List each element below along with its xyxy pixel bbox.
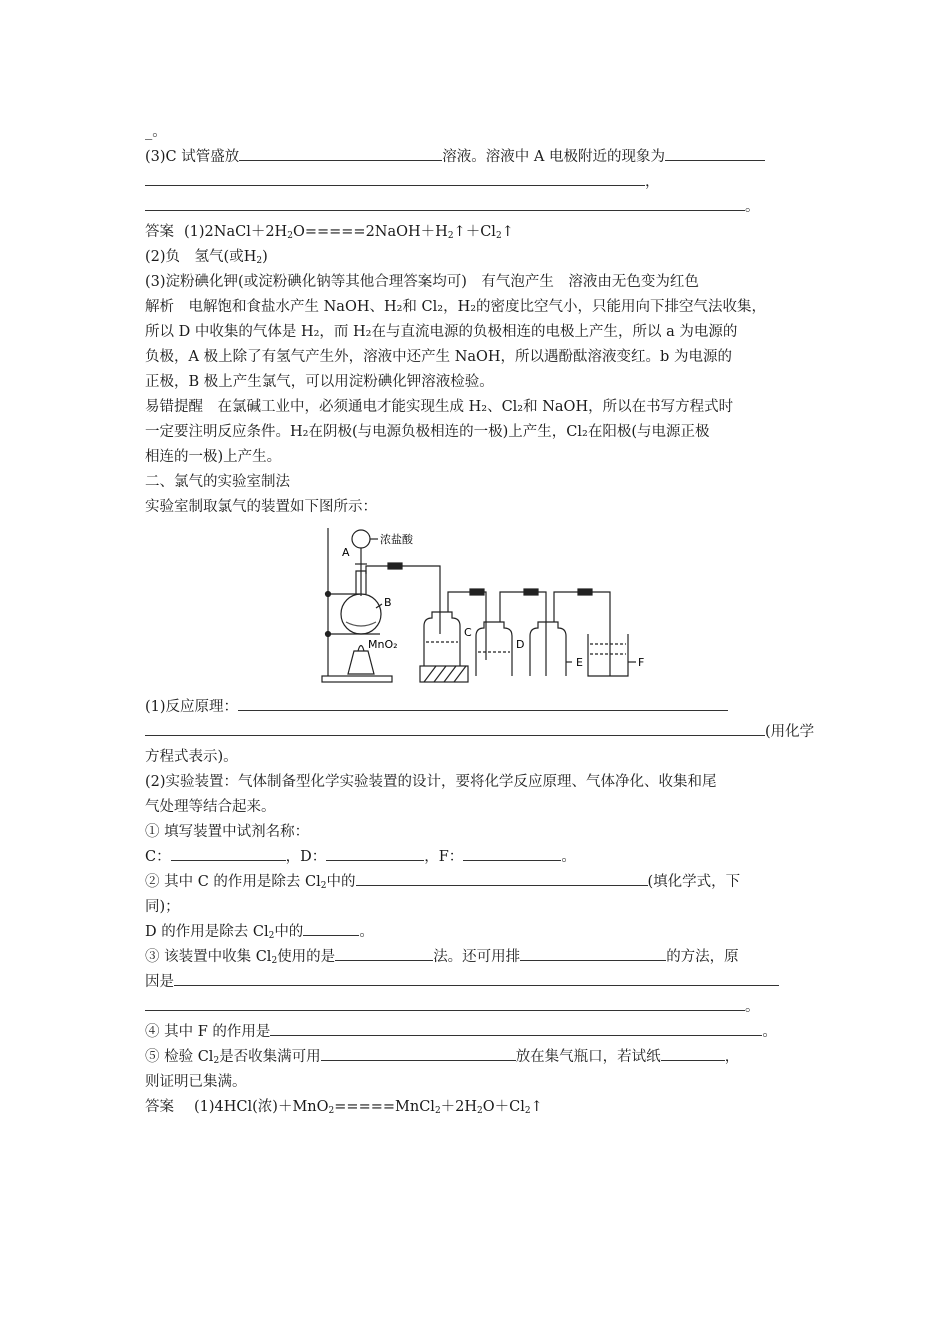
question-2-5 — [145, 1045, 825, 1070]
subscript: 2 — [477, 1106, 483, 1116]
q1-text: (用化学 — [765, 724, 815, 740]
q2-1-d: ，D： — [285, 849, 327, 865]
subscript: 2 — [447, 231, 454, 241]
q2-5-text: ⑤ 检验 Cl — [145, 1049, 214, 1065]
q2-3-text: 使用的是 — [277, 949, 336, 965]
q2-text: 气处理等结合起来。 — [145, 799, 276, 815]
answer-blank[interactable] — [321, 1045, 516, 1061]
question-2-5-line-2 — [145, 1070, 825, 1095]
equation-part: O＋Cl — [482, 1099, 525, 1115]
label-c: C — [464, 626, 472, 639]
subscript: 2 — [213, 1056, 220, 1066]
answer-blank[interactable] — [145, 170, 645, 186]
answer-1-line-2 — [145, 245, 825, 270]
answer-blank[interactable] — [665, 145, 765, 161]
document-page — [145, 120, 825, 1120]
label-concentrated-hcl: 浓盐酸 — [380, 533, 413, 546]
question-2-3-line-3 — [145, 995, 825, 1020]
bottle-c — [424, 612, 460, 666]
answer-text: ) — [262, 249, 268, 265]
question-2-3 — [145, 945, 825, 970]
round-flask — [341, 594, 381, 634]
tip-label: 易错提醒 — [145, 399, 203, 415]
subscript: 2 — [524, 1106, 531, 1116]
equation-part: ＋2H — [440, 1099, 478, 1115]
equation-part: (1)2NaCl＋2H — [184, 224, 288, 240]
q2-5-text: 则证明已集满。 — [145, 1074, 247, 1090]
subscript: 2 — [287, 231, 293, 241]
tip-line-2 — [145, 420, 825, 445]
q2-3-text: 的方法，原 — [666, 949, 739, 965]
q2-2-text: 中的 — [274, 924, 304, 940]
answer-1-line-3 — [145, 270, 825, 295]
label-b: B — [384, 596, 392, 609]
period: 。 — [762, 1024, 777, 1040]
answer-blank[interactable] — [145, 720, 765, 736]
answer-blank[interactable] — [520, 945, 666, 961]
q2-2-text: 中的 — [326, 874, 356, 890]
label-f: F — [638, 656, 645, 669]
answer-blank[interactable] — [171, 845, 286, 861]
tip-line-3 — [145, 445, 825, 470]
delivery-tube — [366, 566, 440, 634]
chlorine-apparatus-diagram — [320, 526, 660, 691]
question-1-line-3 — [145, 745, 825, 770]
answer-blank[interactable] — [661, 1045, 725, 1061]
tip-line-1 — [145, 395, 825, 420]
bottle-e — [530, 622, 566, 676]
tip-text: 相连的一极)上产生。 — [145, 449, 282, 465]
comma: ， — [645, 174, 660, 190]
explanation-text: 电解饱和食盐水产生 NaOH、H₂和 Cl₂，H₂的密度比空气小，只能用向下排空气法收集， — [174, 299, 767, 315]
subscript: 2 — [495, 231, 502, 241]
answer-blank[interactable] — [326, 845, 424, 861]
subscript: 2 — [328, 1106, 335, 1116]
q2-3-text: 因是 — [145, 974, 174, 990]
question-1-line — [145, 695, 825, 720]
q3-text-a: (3)C 试管盛放 — [145, 149, 240, 165]
answer-blank[interactable] — [335, 945, 433, 961]
answer-2-line — [145, 1095, 825, 1120]
explanation-label: 解析 — [145, 299, 174, 315]
question-2-2-line-2 — [145, 895, 825, 920]
answer-blank[interactable] — [239, 145, 442, 161]
explanation-text: 正极，B 极上产生氯气，可以用淀粉碘化钾溶液检验。 — [145, 374, 494, 390]
q2-2-text: ② 其中 C 的作用是除去 Cl — [145, 874, 321, 890]
q3-text-b: 溶液。溶液中 A 电极附近的现象为 — [442, 149, 665, 165]
answer-blank[interactable] — [270, 1020, 762, 1036]
subscript: 2 — [320, 881, 327, 891]
question-2-line-2 — [145, 795, 825, 820]
question-2-3-line-2 — [145, 970, 825, 995]
intro-text: 实验室制取氯气的装置如下图所示： — [145, 499, 377, 515]
q2-2-text: (填化学式，下 — [647, 874, 741, 890]
label-e: E — [576, 656, 583, 669]
subscript: 2 — [271, 956, 278, 966]
question-2-2-line-3 — [145, 920, 825, 945]
answer-text: (3)淀粉碘化钾(或淀粉碘化钠等其他合理答案均可) 有气泡产生 溶液由无色变为红色 — [145, 274, 699, 290]
subscript: 2 — [256, 256, 263, 266]
question-2-1-blanks — [145, 845, 825, 870]
bottle-d — [476, 622, 512, 676]
q1-text: (1)反应原理： — [145, 699, 239, 715]
answer-1-line — [145, 220, 825, 245]
question-1-line-2 — [145, 720, 825, 745]
question-2-1 — [145, 820, 825, 845]
q2-1-c: C： — [145, 849, 171, 865]
explanation-line-1 — [145, 295, 825, 320]
alcohol-lamp — [348, 651, 374, 674]
q2-text: (2)实验装置：气体制备型化学实验装置的设计，要将化学反应原理、气体净化、收集和尾 — [145, 774, 717, 790]
q2-2-text: 同)； — [145, 899, 180, 915]
question-2-line — [145, 770, 825, 795]
label-mno2: MnO₂ — [368, 638, 398, 651]
answer-blank[interactable] — [174, 970, 779, 986]
q1-text: 方程式表示)。 — [145, 749, 238, 765]
fill-blank-tail — [145, 120, 825, 145]
subscript: 2 — [434, 1106, 441, 1116]
answer-blank[interactable] — [356, 870, 648, 886]
answer-label: 答案 — [145, 1099, 174, 1115]
equation-part: ↑＋Cl — [453, 224, 496, 240]
q2-1-f: ，F： — [424, 849, 464, 865]
equation-part: O=====2NaOH＋H — [292, 224, 448, 240]
explanation-text: 所以 D 中收集的气体是 H₂，而 H₂在与直流电源的负极相连的电极上产生，所以 a 为电源的 — [145, 324, 738, 340]
equation-part: =====MnCl — [334, 1099, 435, 1115]
question-3-blank-line — [145, 170, 825, 195]
stand-base — [322, 676, 392, 682]
explanation-text: 负极，A 极上除了有氢气产生外，溶液中还产生 NaOH，所以遇酚酞溶液变红。b 为电源的 — [145, 349, 732, 365]
section-heading — [145, 470, 825, 495]
period: 。 — [745, 199, 760, 215]
tip-text: 在氯碱工业中，必须通电才能实现生成 H₂、Cl₂和 NaOH，所以在书写方程式时 — [203, 399, 734, 415]
q2-5-text: 是否收集满可用 — [219, 1049, 321, 1065]
period: 。 — [561, 849, 576, 865]
answer-label: 答案 — [145, 224, 174, 240]
answer-blank[interactable] — [145, 995, 745, 1011]
explanation-line-3 — [145, 345, 825, 370]
apparatus-figure — [145, 520, 825, 695]
period: 。 — [359, 924, 374, 940]
section-title: 二、氯气的实验室制法 — [145, 474, 290, 490]
q2-4-text: ④ 其中 F 的作用是 — [145, 1024, 271, 1040]
question-2-2 — [145, 870, 825, 895]
period: 。 — [745, 999, 760, 1015]
comma: ， — [724, 1049, 740, 1065]
separatory-funnel — [352, 530, 370, 548]
q2-1-text: ① 填写装置中试剂名称： — [145, 824, 310, 840]
explanation-line-2 — [145, 320, 825, 345]
blank-tail-text: _。 — [145, 124, 167, 140]
tip-text: 一定要注明反应条件。H₂在阴极(与电源负极相连的一极)上产生，Cl₂在阳极(与电源正极 — [145, 424, 710, 440]
answer-blank[interactable] — [303, 920, 359, 936]
question-3-line — [145, 145, 825, 170]
subscript: 2 — [268, 931, 275, 941]
answer-blank[interactable] — [463, 845, 561, 861]
equation-part: (1)4HCl(浓)＋MnO — [194, 1099, 329, 1115]
beaker-f — [588, 634, 628, 676]
answer-blank[interactable] — [238, 695, 728, 711]
explanation-line-4 — [145, 370, 825, 395]
equation-part: ↑ — [501, 224, 514, 240]
answer-text: (2)负 氢气(或H — [145, 249, 257, 265]
equation-part: ↑ — [530, 1099, 543, 1115]
q2-2-text: D 的作用是除去 Cl — [145, 924, 269, 940]
label-d: D — [516, 638, 525, 651]
q2-3-text: ③ 该装置中收集 Cl — [145, 949, 272, 965]
label-a: A — [342, 546, 350, 559]
question-2-4 — [145, 1020, 825, 1045]
q2-3-text: 法。还可用排 — [433, 949, 521, 965]
answer-blank[interactable] — [145, 195, 745, 211]
q2-5-text: 放在集气瓶口，若试纸 — [515, 1049, 661, 1065]
section-intro — [145, 495, 825, 520]
question-3-blank-line-2 — [145, 195, 825, 220]
